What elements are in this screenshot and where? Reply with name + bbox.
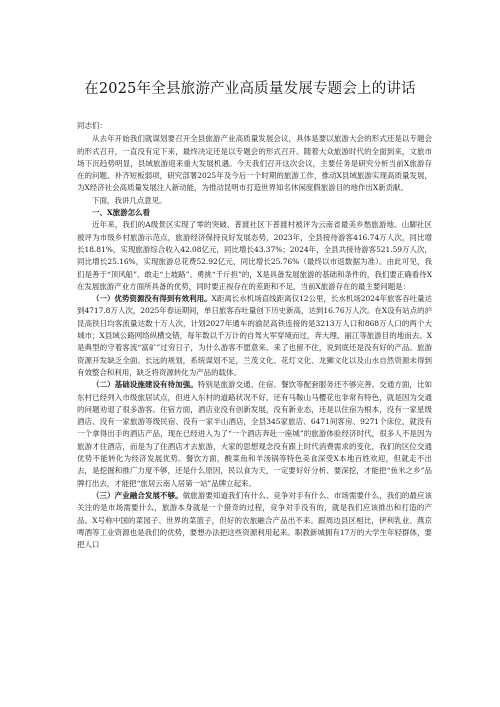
- subsection-heading: （二）基础设施建设有待加强。: [92, 380, 198, 390]
- body-paragraph: [77, 379, 432, 490]
- paragraph-text: 做旅游要知道我们有什么、竞争对手有什么、市场需要什么，我们的最应该关注的是市场需要什么，旅游本身就是一个猎奇的过程，竞争对手没有的，就是我们应该推出和打造的产品。X号称中国的菜园子、世界的菜篮子，但好的农旅融合产品出不来。跟周边县区相比，伊利乳业、燕京啤酒等工业资源也是我们的优势，要想办法把这些资源利用起来。职教新城拥有17万的大学生年轻群体，要把人口: [77, 490, 432, 550]
- section-heading: 一、X旅游怎么看: [92, 208, 150, 218]
- subsection-heading: （一）优势资源没有得到有效利用。: [92, 294, 212, 304]
- paragraph-text: X距离长水机场直线距离仅12公里，长水机场2024年旅客吞吐量达到4717.8万人次，2025年春运期间，单日旅客吞吐量创下历史新高，达到16.76万人次。在X设有站点的沪昆高铁日均客流量达数十万人次，计划2027年通车的渝昆高铁连接的是3213万人口和868万人口的两个大城市；X县域公路网络纵横交错，每年数以千万计的自驾大军穿境而过，奔大理、丽江等旅游目的地而去。X是典型的守着客流“富矿”过穷日子，为什么游客不愿意来、来了也留不住，说到底还是没有好的产品。旅游资源开发缺乏全面、长远的规划，系统谋划不足，兰茂文化、花灯文化、龙狮文化以及山水自然资源未得到有效整合和利用，缺乏将资源转化为产品的载体。: [77, 294, 432, 377]
- body-paragraph: 近年来，我们的A级景区实现了零的突破、普渡社区下普渡村被评为云南省最美乡愁旅游地、山脚社区被评为市级乡村旅游示范点，旅游经济保持良好发展态势，2023年，全县接待游客416.74万人次，同比增长18.81%，实现旅游综合收入42.08亿元，同比增长43.37%；2024年，全县共接待游客521.59万人次，同比增长25.16%，实现旅游总花费52.92亿元，同比增长25.76%（最终以市返数据为准）。由此可见，我们是善于“顶风船”、敢走“上坡路”、勇挑“千斤担”的，X是具备发展旅游的基础和条件的，我们要正确看待X在发展旅游产业方面所具备的优势，同时要正视存在的差距和不足，当前X旅游存在的最主要问题是：: [77, 220, 432, 291]
- body-paragraph: [77, 293, 432, 379]
- body-paragraph: 下面，我讲几点意见。: [92, 195, 167, 205]
- salutation: 同志们：: [77, 121, 107, 130]
- paragraph-text: 特别是旅游交通、住宿、餐饮等配套服务还不够完善。交通方面，比如东村已经列入市级旅居试点，但进入东村的道路状况不好，还有马鞍山马樱花也非常有特色，就是因为交通的问题劝退了很多游客。住宿方面，酒店业没有创新发展，没有新业态，还是以住宿为根本，没有一家星级酒店、没有一家旅游等级民宿、没有一家半山酒店，全县345家旅店、6471间客房、9271个床位，就没有一个拿得出手的酒店产品，现在已经进入为了“一个酒店奔赴一座城”的旅游体验经济时代，很多人不是因为旅游才住酒店，而是为了住酒店才去旅游，大家的思想观念没有跟上时代消费需求的变化，我们的区位交通优势不能转化为经济发展优势。餐饮方面，酸菜鱼和羊汤锅等特色美食深受X本地百姓欢迎，但就走不出去，是挖掘和推广力度不够，还是什么原因，民以食为天，一定要好好分析、要深挖，才能把“鱼米之乡”品牌打出去，才能把“旅居云南人居第一站”品牌立起来。: [77, 380, 432, 488]
- document-body: [77, 120, 432, 551]
- document-title: 在2025年全县旅游产业高质量发展专题会上的讲话: [84, 81, 416, 97]
- body-paragraph: 从去年开始我们就谋划要召开全县旅游产业高质量发展会议，具体是要以旅游大会的形式还是以专题会的形式召开，一直没有定下来，最终决定还是以专题会的形式召开。随着大众旅游时代的全面到来，文旅市场下沉趋势明显，县域旅游迎来重大发展机遇。今天我们召开这次会议，主要任务是研究分析当前X旅游存在的问题、补齐短板弱项，研究部署2025年及今后一个时期的旅游工作，推动X县域旅游实现高质量发展，为X经济社会高质量发展注入新动能，为推动昆明市打造世界知名休闲度假旅游目的地作出X新贡献。: [77, 134, 432, 193]
- subsection-heading: （三）产业融合发展不够。: [92, 490, 183, 500]
- body-paragraph: [77, 490, 432, 551]
